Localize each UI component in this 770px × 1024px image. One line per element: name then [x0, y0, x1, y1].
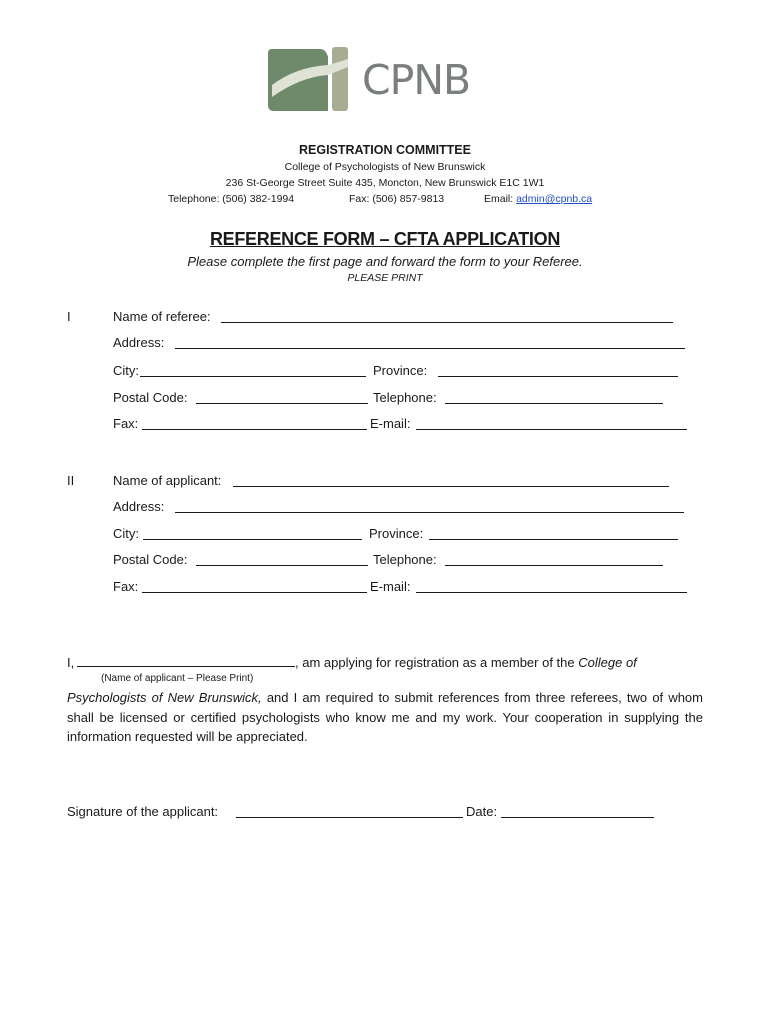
applicant-telephone-label: Telephone:	[373, 552, 437, 567]
email-link[interactable]: admin@cpnb.ca	[516, 193, 593, 205]
referee-province-field[interactable]	[438, 376, 678, 377]
applicant-email-label: E-mail:	[370, 579, 411, 594]
org-name: College of Psychologists of New Brunswick	[284, 161, 486, 173]
referee-email-label: E-mail:	[370, 416, 411, 431]
applicant-name-label: Name of applicant:	[113, 473, 222, 488]
referee-postal-field[interactable]	[196, 403, 368, 404]
applicant-postal-label: Postal Code:	[113, 552, 188, 567]
declaration-paragraph	[67, 688, 703, 747]
referee-telephone-label: Telephone:	[373, 390, 437, 405]
signature-label: Signature of the applicant:	[67, 804, 219, 819]
applicant-address-label: Address:	[113, 499, 165, 514]
referee-address-label: Address:	[113, 335, 165, 350]
registration-committee-heading: REGISTRATION COMMITTEE	[299, 143, 471, 157]
referee-fax-label: Fax:	[113, 416, 139, 431]
instruction-text: Please complete the first page and forward the form to your Referee.	[187, 254, 583, 269]
referee-email-field[interactable]	[416, 429, 687, 430]
declaration-college-name: Psychologists of New Brunswick,	[67, 690, 262, 705]
applicant-postal-field[interactable]	[196, 565, 368, 566]
referee-fax-field[interactable]	[142, 429, 367, 430]
applicant-email-field[interactable]	[416, 592, 687, 593]
org-address: 236 St-George Street Suite 435, Moncton, New Brunswick E1C 1W1	[225, 177, 545, 189]
referee-city-label: City:	[113, 363, 139, 378]
signature-field[interactable]	[236, 817, 463, 818]
applicant-city-field[interactable]	[143, 539, 362, 540]
applicant-address-field[interactable]	[175, 512, 684, 513]
referee-province-label: Province:	[373, 363, 428, 378]
declaration-caption: (Name of applicant – Please Print)	[101, 673, 254, 684]
declaration-applicant-name-field[interactable]	[77, 666, 295, 667]
referee-telephone-field[interactable]	[445, 403, 663, 404]
referee-address-field[interactable]	[175, 348, 685, 349]
applicant-fax-label: Fax:	[113, 579, 139, 594]
section-numeral-2: II	[67, 473, 75, 488]
logo-text: CPNB	[362, 56, 471, 104]
date-field[interactable]	[501, 817, 654, 818]
form-title: REFERENCE FORM – CFTA APPLICATION	[209, 229, 561, 249]
declaration-body: and I am required to submit references from three referees, two of whom shall be licensed or certified psychologists who know me and my work. Your cooperation in supplying the information requested will be appreciated.	[67, 690, 703, 744]
applicant-fax-field[interactable]	[142, 592, 367, 593]
referee-name-label: Name of referee:	[113, 309, 211, 324]
applicant-name-field[interactable]	[233, 486, 669, 487]
section-numeral-1: I	[67, 309, 71, 324]
org-telephone: Telephone: (506) 382-1994	[168, 193, 295, 205]
org-email	[484, 193, 592, 205]
please-print-note: PLEASE PRINT	[347, 272, 423, 284]
applicant-province-field[interactable]	[429, 539, 678, 540]
declaration-prefix: I,	[67, 655, 75, 670]
referee-postal-label: Postal Code:	[113, 390, 188, 405]
referee-name-field[interactable]	[221, 322, 673, 323]
applicant-province-label: Province:	[369, 526, 424, 541]
applicant-telephone-field[interactable]	[445, 565, 663, 566]
date-label: Date:	[466, 804, 498, 819]
applicant-city-label: City:	[113, 526, 139, 541]
declaration-suffix: , am applying for registration as a member of the	[295, 655, 579, 670]
declaration-line-1	[295, 655, 637, 670]
org-fax: Fax: (506) 857-9813	[349, 193, 445, 205]
declaration-college-italic: College of	[578, 655, 637, 670]
email-label: Email:	[484, 193, 517, 205]
referee-city-field[interactable]	[140, 376, 366, 377]
